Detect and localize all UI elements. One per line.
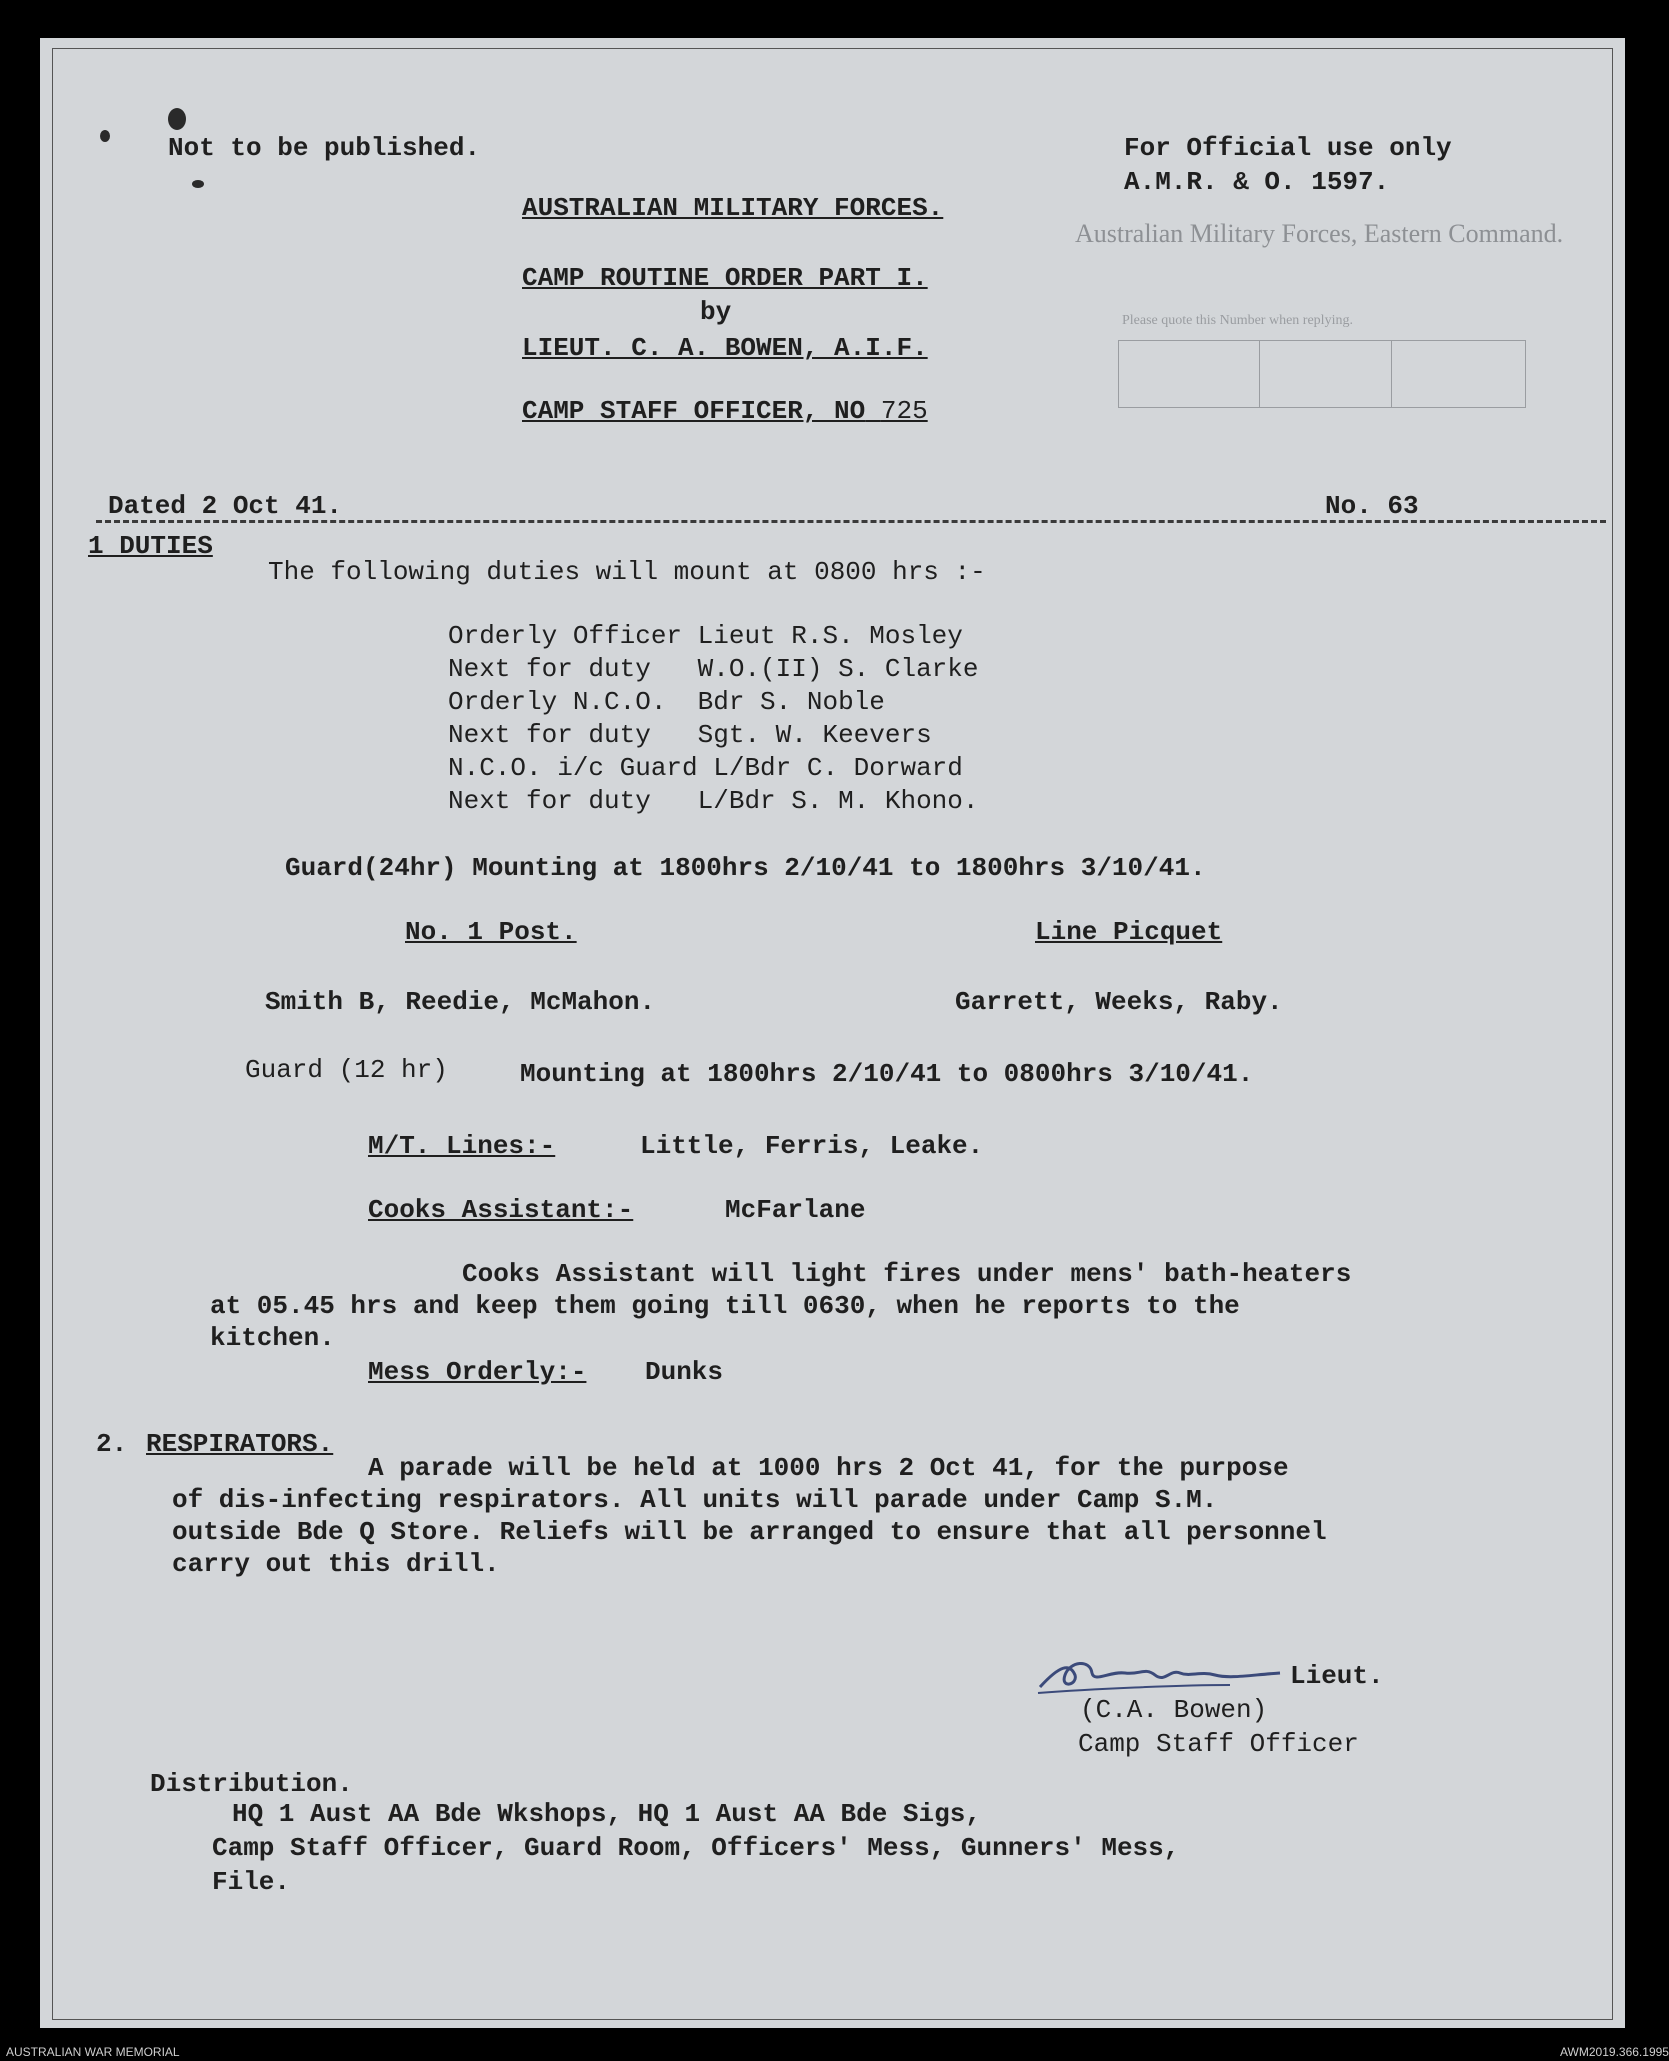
signature-name: (C.A. Bowen) <box>1080 1695 1268 1725</box>
duty-line: N.C.O. i/c Guard L/Bdr C. Dorward <box>448 753 963 783</box>
mt-lines-label: M/T. Lines:- <box>368 1131 556 1161</box>
cooks-paragraph-line: at 05.45 hrs and keep them going till 0630, when he reports to the <box>210 1291 1240 1321</box>
title-forces: AUSTRALIAN MILITARY FORCES. <box>522 193 944 223</box>
order-date: Dated 2 Oct 41. <box>108 491 343 521</box>
punch-hole <box>100 130 110 142</box>
cooks-paragraph-line: Cooks Assistant will light fires under mens' bath-heaters <box>462 1259 1352 1289</box>
respirators-line: A parade will be held at 1000 hrs 2 Oct 41, for the purpose <box>368 1453 1289 1483</box>
cooks-paragraph-line: kitchen. <box>210 1323 335 1353</box>
guard-24hr: Guard(24hr) Mounting at 1800hrs 2/10/41 to 1800hrs 3/10/41. <box>285 853 1206 883</box>
section-heading-respirators: RESPIRATORS. <box>146 1429 334 1459</box>
duty-line: Orderly N.C.O. Bdr S. Noble <box>448 687 885 717</box>
official-use-notice: For Official use only <box>1124 133 1452 163</box>
duty-line: Orderly Officer Lieut R.S. Mosley <box>448 621 963 651</box>
form-number: A.M.R. & O. 1597. <box>1124 167 1390 197</box>
signature-rank: Lieut. <box>1290 1661 1384 1691</box>
punch-hole <box>168 108 186 130</box>
distribution-line: HQ 1 Aust AA Bde Wkshops, HQ 1 Aust AA Bde Sigs, <box>232 1799 981 1829</box>
mess-orderly-label: Mess Orderly:- <box>368 1357 587 1387</box>
mess-orderly-name: Dunks <box>645 1357 724 1387</box>
title-issuer: LIEUT. C. A. BOWEN, A.I.F. <box>522 333 928 363</box>
punch-hole <box>192 180 204 188</box>
duty-line: Next for duty Sgt. W. Keevers <box>448 720 932 750</box>
archive-credit: AUSTRALIAN WAR MEMORIAL <box>6 2045 180 2059</box>
post-heading: No. 1 Post. <box>405 917 577 947</box>
guard-12hr-time: Mounting at 1800hrs 2/10/41 to 0800hrs 3/10/41. <box>520 1059 1254 1089</box>
guard-12hr-label: Guard (12 hr) <box>245 1055 448 1085</box>
publication-notice: Not to be published. <box>168 133 481 163</box>
duties-intro: The following duties will mount at 0800 hrs :- <box>268 557 986 587</box>
distribution-line: File. <box>212 1867 291 1897</box>
title-reference: 725 <box>880 396 928 426</box>
duty-line: Next for duty W.O.(II) S. Clarke <box>448 654 979 684</box>
distribution-heading: Distribution. <box>150 1769 353 1799</box>
respirators-line: outside Bde Q Store. Reliefs will be arranged to ensure that all personnel <box>172 1517 1327 1547</box>
signature-title: Camp Staff Officer <box>1078 1729 1359 1759</box>
cooks-assistant-name: McFarlane <box>725 1195 866 1225</box>
respirators-line: of dis-infecting respirators. All units will parade under Camp S.M. <box>172 1485 1218 1515</box>
respirators-line: carry out this drill. <box>172 1549 500 1579</box>
letterhead-text: Australian Military Forces, Eastern Command. <box>1075 219 1564 248</box>
picquet-names: Garrett, Weeks, Raby. <box>955 987 1283 1017</box>
section-number-2: 2. <box>96 1429 128 1459</box>
title-by: by <box>700 297 732 327</box>
letterhead-small: Please quote this Number when replying. <box>1122 313 1353 328</box>
archive-reference: AWM2019.366.1995 <box>1560 2045 1669 2059</box>
title-office: CAMP STAFF OFFICER, NO 725 <box>522 396 928 426</box>
divider-line <box>96 520 1606 523</box>
duty-line: Next for duty L/Bdr S. M. Khono. <box>448 786 979 816</box>
order-number: No. 63 <box>1325 491 1419 521</box>
cooks-assistant-label: Cooks Assistant:- <box>368 1195 634 1225</box>
post-names: Smith B, Reedie, McMahon. <box>265 987 656 1017</box>
distribution-line: Camp Staff Officer, Guard Room, Officers' Mess, Gunners' Mess, <box>212 1833 1180 1863</box>
picquet-heading: Line Picquet <box>1035 917 1223 947</box>
section-heading-duties: 1 DUTIES <box>88 531 213 561</box>
title-order: CAMP ROUTINE ORDER PART I. <box>522 263 928 293</box>
reference-box <box>1118 340 1526 408</box>
mt-lines-names: Little, Ferris, Leake. <box>640 1131 984 1161</box>
